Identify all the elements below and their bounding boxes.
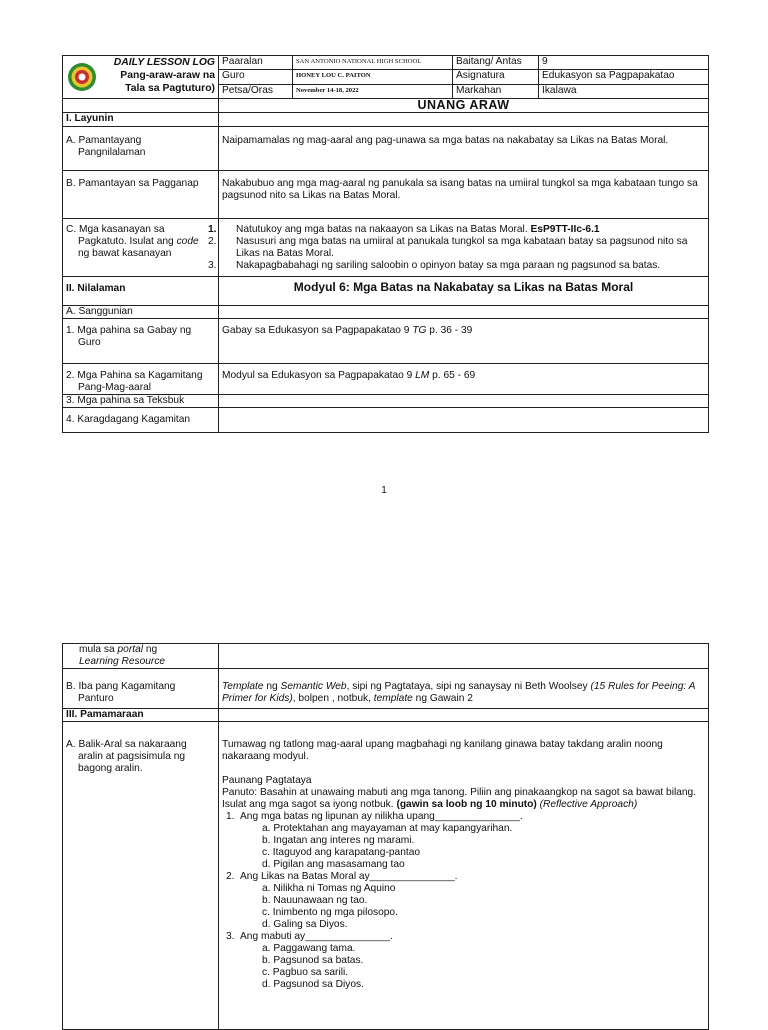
paaralan-label: Paaralan bbox=[219, 56, 293, 70]
empty-cell bbox=[219, 395, 709, 408]
choice: b. Nauunawaan ng tao. bbox=[262, 895, 368, 906]
pamamaraan-heading: III. Pamamaraan bbox=[63, 709, 219, 722]
question-text: Ang mabuti ay_______________. bbox=[240, 931, 393, 942]
guro-value: HONEY LOU C. PAITON bbox=[293, 70, 453, 84]
label-line: 2. Mga Pahina sa Kagamitang bbox=[66, 370, 203, 381]
choice: a. Nilikha ni Tomas ng Aquino bbox=[262, 883, 396, 894]
choice: d. Pigilan ang masasamang tao bbox=[262, 859, 405, 870]
label-line: bagong aralin. bbox=[78, 763, 143, 774]
karagdagang-label: 4. Karagdagang Kagamitan bbox=[63, 408, 219, 433]
gabay-label bbox=[63, 319, 219, 364]
label-line bbox=[79, 644, 215, 656]
baitang-value: 9 bbox=[539, 56, 709, 70]
item-number: 3. bbox=[208, 260, 217, 271]
value-text: , bolpen , notbuk, bbox=[292, 693, 374, 704]
label-line: Learning Resource bbox=[79, 656, 166, 667]
pamantayang-label bbox=[63, 127, 219, 171]
modyul-title: Modyul 6: Mga Batas na Nakabatay sa Likas na Batas Moral bbox=[219, 277, 709, 306]
iba-label bbox=[63, 669, 219, 709]
label-text: mula sa bbox=[79, 644, 118, 655]
label-line: Pang-Mag-aaral bbox=[78, 382, 152, 393]
choice: d. Pagsunod sa Diyos. bbox=[262, 979, 364, 990]
layunin-heading: I. Layunin bbox=[63, 113, 219, 127]
title-line-3: Tala sa Pagtuturo) bbox=[125, 83, 215, 94]
choice: b. Pagsunod sa batas. bbox=[262, 955, 364, 966]
label-line: Panturo bbox=[78, 693, 114, 704]
question-item bbox=[222, 811, 705, 823]
choice: a. Protektahan ang mayayaman at may kapangyarihan. bbox=[262, 823, 513, 834]
empty-cell bbox=[219, 644, 709, 669]
balik-label bbox=[63, 722, 219, 1030]
question-number: 1. bbox=[226, 811, 235, 822]
choice: b. Ingatan ang interes ng marami. bbox=[262, 835, 415, 846]
label-text: ng bbox=[143, 644, 158, 655]
item-number: 1. bbox=[208, 224, 217, 235]
label-text-italic: code bbox=[176, 236, 199, 247]
label-text-italic: portal bbox=[117, 644, 143, 655]
lesson-log-title bbox=[103, 56, 215, 95]
value-text: Modyul sa Edukasyon sa Pagpapakatao 9 bbox=[222, 370, 416, 381]
value-text-italic: TG bbox=[412, 325, 427, 336]
question-item bbox=[222, 871, 705, 883]
kasanayan-item bbox=[208, 260, 705, 272]
kasanayan-item bbox=[208, 224, 705, 236]
kasanayan-label bbox=[63, 219, 219, 277]
question-number: 2. bbox=[226, 871, 235, 882]
spacer bbox=[222, 763, 705, 775]
question-text: Ang Likas na Batas Moral ay_______________. bbox=[240, 871, 458, 882]
markahan-value: Ikalawa bbox=[539, 84, 709, 98]
teksbuk-label: 3. Mga pahina sa Teksbuk bbox=[63, 395, 219, 408]
pagganap-value: Nakabubuo ang mga mag-aaral ng panukala sa isang batas na umiiral tungkol sa mga kabataan tungo sa pagsunod nito sa Likas na Batas Moral. bbox=[219, 171, 709, 219]
kagamitang-label bbox=[63, 364, 219, 395]
empty-cell bbox=[219, 306, 709, 319]
value-text: , sipi ng Pagtataya, sipi ng sanaysay ni Beth Woolsey bbox=[346, 681, 591, 692]
choice: a. Paggawang tama. bbox=[262, 943, 356, 954]
label-line: A. Pamantayang bbox=[66, 135, 142, 146]
value-text: Gabay sa Edukasyon sa Pagpapakatao 9 bbox=[222, 325, 413, 336]
pagganap-label: B. Pamantayan sa Pagganap bbox=[63, 171, 219, 219]
paaralan-value: SAN ANTONIO NATIONAL HIGH SCHOOL bbox=[293, 56, 453, 70]
gabay-value bbox=[219, 319, 709, 364]
label-line: aralin at pagsisimula ng bbox=[78, 751, 186, 762]
empty-cell bbox=[219, 113, 709, 127]
question-item bbox=[222, 931, 705, 943]
empty-cell bbox=[63, 99, 219, 113]
panuto bbox=[222, 787, 705, 811]
day-heading: UNANG ARAW bbox=[219, 99, 709, 113]
sanggunian-label: A. Sanggunian bbox=[63, 306, 219, 319]
baitang-label: Baitang/ Antas bbox=[453, 56, 539, 70]
value-text-italic: template bbox=[373, 693, 413, 704]
balik-content bbox=[219, 722, 709, 1030]
pamantayang-value: Naipamamalas ng mag-aaral ang pag-unawa sa mga batas na nakabatay sa Likas na Batas Moral. bbox=[219, 127, 709, 171]
item-number: 2. bbox=[208, 236, 217, 247]
label-text: Pagkatuto. Isulat ang bbox=[78, 236, 177, 247]
petsa-label: Petsa/Oras bbox=[219, 84, 293, 98]
paunang-heading: Paunang Pagtataya bbox=[222, 775, 312, 786]
asignatura-label: Asignatura bbox=[453, 70, 539, 84]
label-line: Guro bbox=[78, 337, 101, 348]
value-text: ng bbox=[263, 681, 281, 692]
label-line: Pangnilalaman bbox=[78, 147, 146, 158]
value-text-italic: Semantic Web bbox=[280, 681, 347, 692]
lesson-log-table-page2 bbox=[62, 643, 709, 1030]
item-text: Natutukoy ang mga batas na nakaayon sa Likas na Batas Moral. bbox=[236, 224, 531, 235]
item-text: Nakapagbabahagi ng sariling saloobin o opinyon batay sa mga paraan ng pagsunod sa batas. bbox=[236, 260, 661, 271]
label-line: C. Mga kasanayan sa bbox=[66, 224, 165, 235]
panuto-bold: (gawin sa loob ng 10 minuto) bbox=[396, 799, 537, 810]
label-line bbox=[66, 236, 215, 248]
guro-label: Guro bbox=[219, 70, 293, 84]
question-number: 3. bbox=[226, 931, 235, 942]
empty-cell bbox=[219, 709, 709, 722]
label-line: ng bawat kasanayan bbox=[78, 248, 172, 259]
title-line-1: DAILY LESSON LOG bbox=[113, 57, 215, 68]
value-text-italic: Template bbox=[222, 681, 264, 692]
header-title-cell bbox=[63, 56, 219, 99]
value-text: p. 65 - 69 bbox=[429, 370, 476, 381]
label-line: A. Balik-Aral sa nakaraang bbox=[66, 739, 187, 750]
lesson-log-table-page1 bbox=[62, 55, 709, 433]
value-text-italic: LM bbox=[415, 370, 430, 381]
panuto-text: Panuto: Basahin at unawaing mabuti ang mga tanong. Piliin ang pinakaangkop na sagot sa bawat bilang. Isulat ang mga sagot sa iyong notbuk. bbox=[222, 787, 697, 810]
kagamitang-value bbox=[219, 364, 709, 395]
empty-cell bbox=[219, 408, 709, 433]
nilalaman-heading: II. Nilalaman bbox=[63, 277, 219, 306]
asignatura-value: Edukasyon sa Pagpapakatao bbox=[539, 70, 709, 84]
label-line: 1. Mga pahina sa Gabay ng bbox=[66, 325, 192, 336]
value-text-italic: (15 Rules for Peeing: A Primer for Kids) bbox=[222, 681, 696, 704]
school-seal-icon bbox=[67, 62, 97, 92]
value-text: ng Gawain 2 bbox=[412, 693, 473, 704]
value-text: p. 36 - 39 bbox=[426, 325, 473, 336]
kasanayan-list bbox=[208, 219, 709, 277]
title-line-2: Pang-araw-araw na bbox=[120, 70, 215, 81]
iba-value bbox=[219, 669, 709, 709]
label-line: B. Iba pang Kagamitang bbox=[66, 681, 176, 692]
choice: d. Galing sa Diyos. bbox=[262, 919, 348, 930]
panuto-italic: (Reflective Approach) bbox=[536, 799, 638, 810]
balik-intro: Tumawag ng tatlong mag-aaral upang magbahagi ng kanilang ginawa batay takdang aralin noong nakaraang modyul. bbox=[222, 739, 663, 762]
markahan-label: Markahan bbox=[453, 84, 539, 98]
item-code: EsP9TT-IIc-6.1 bbox=[530, 224, 600, 235]
page-2 bbox=[0, 640, 768, 1024]
petsa-value: November 14-18, 2022 bbox=[293, 84, 453, 98]
choice: c. Pagbuo sa sarili. bbox=[262, 967, 349, 978]
choice: c. Inimbento ng mga pilosopo. bbox=[262, 907, 398, 918]
kasanayan-item bbox=[208, 236, 705, 260]
question-text: Ang mga batas ng lipunan ay nilikha upang_______________. bbox=[240, 811, 523, 822]
choice: c. Itaguyod ang karapatang-pantao bbox=[262, 847, 421, 858]
portal-label bbox=[63, 644, 219, 669]
page-number: 1 bbox=[381, 485, 387, 496]
item-text: Nasusuri ang mga batas na umiiral at panukala tungkol sa mga kabataan batay sa pagsunod nito sa Likas na Batas Moral. bbox=[236, 236, 688, 259]
